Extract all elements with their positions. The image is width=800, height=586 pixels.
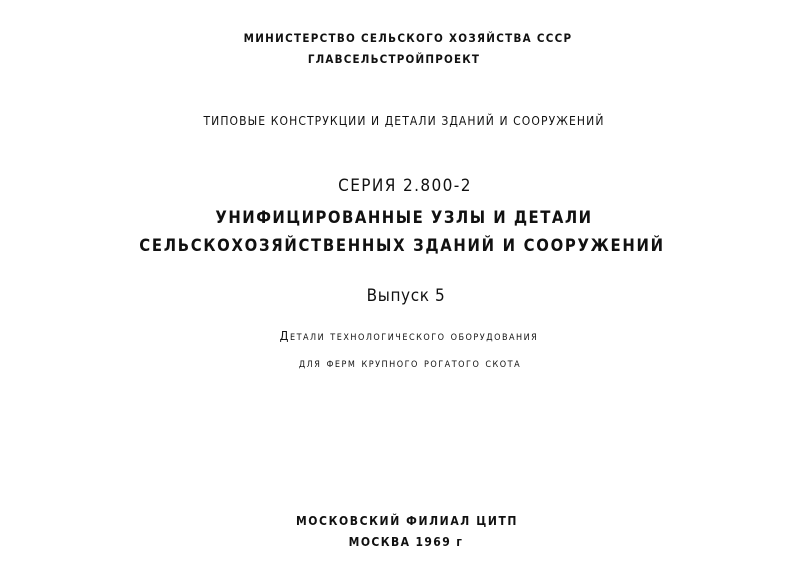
- main-title-line-1: УНИФИЦИРОВАННЫЕ УЗЛЫ И ДЕТАЛИ: [215, 208, 593, 227]
- main-title-line-2: СЕЛЬСКОХОЗЯЙСТВЕННЫХ ЗДАНИЙ И СООРУЖЕНИЙ: [139, 236, 665, 255]
- series-number: СЕРИЯ 2.800-2: [338, 176, 472, 196]
- place-year: МОСКВА 1969 г: [348, 535, 464, 549]
- subtitle-line-2: для ферм крупного рогатого скота: [298, 355, 522, 370]
- collection-title: ТИПОВЫЕ КОНСТРУКЦИИ И ДЕТАЛИ ЗДАНИЙ И СООРУЖЕНИЙ: [203, 114, 605, 128]
- subtitle-line-1: Детали технологического оборудования: [279, 328, 539, 343]
- publisher: МОСКОВСКИЙ ФИЛИАЛ ЦИТП: [295, 514, 519, 528]
- ministry-heading: МИНИСТЕРСТВО СЕЛЬСКОГО ХОЗЯЙСТВА СССР: [243, 31, 573, 45]
- issue-number: Выпуск 5: [366, 286, 446, 306]
- department-heading: ГЛАВСЕЛЬСТРОЙПРОЕКТ: [307, 52, 481, 66]
